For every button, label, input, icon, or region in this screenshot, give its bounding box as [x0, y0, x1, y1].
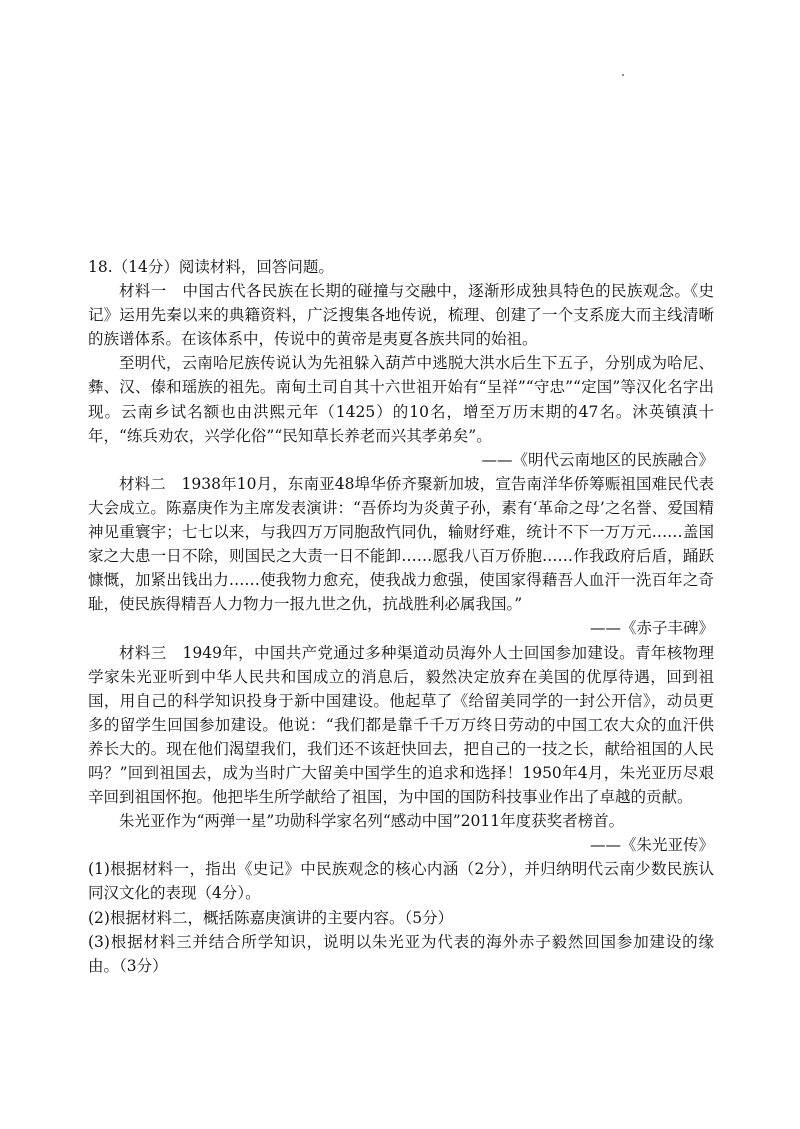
material-1-paragraph-1: 材料一 中国古代各民族在长期的碰撞与交融中，逐渐形成独具特色的民族观念。《史记》运用先秦以来的典籍资料，广泛搜集各地传说，梳理、创建了一个支系庞大而主线清晰的族谱体系。在该体系中，传说中的黄帝是夷夏各族共同的始祖。: [88, 282, 714, 349]
scan-dot: [622, 74, 624, 76]
subquestion-3: (3)根据材料三并结合所学知识，说明以朱光亚为代表的海外赤子毅然回国参加建设的缘由。（3分）: [88, 932, 714, 975]
material-3-paragraph-2: 朱光亚作为“两弹一星”功勋科学家名列“感动中国”2011年度获奖者榜首。: [119, 812, 625, 831]
subquestion-1: (1)根据材料一，指出《史记》中民族观念的核心内涵（2分），并归纳明代云南少数民族认同汉文化的表现（4分）。: [88, 860, 714, 903]
question-header: 18.（14分）阅读材料，回答问题。: [88, 258, 334, 276]
material-2-paragraph: 材料二 1938年10月，东南亚48埠华侨齐聚新加坡，宣告南洋华侨筹赈祖国难民代表大会成立。陈嘉庚作为主席发表演讲：“吾侨均为炎黄子孙，素有‘革命之母’之名誉、爱国精神见重寰宇；七七以来，与我四万万同胞敌忾同仇，输财纾难，统计不下一万万元……盖国家之大患一日不除，则国民之大责一日不能卸……愿我八百万侨胞……作我政府后盾，踊跃慷慨，加紧出钱出力……使我物力愈充，使我战力愈强，使国家得藉吾人血汗一洗百年之奇耻，使民族得精吾人力物力一报九世之仇，抗战胜利必属我国。”: [88, 474, 714, 614]
material-3-source: ——《朱光亚传》: [589, 836, 714, 855]
question-18: [88, 255, 714, 978]
subquestion-2: (2)根据材料二，概括陈嘉庚演讲的主要内容。（5分）: [88, 908, 454, 927]
material-3-paragraph-1: 材料三 1949年，中国共产党通过多种渠道动员海外人士回国参加建设。青年核物理学家朱光亚听到中华人民共和国成立的消息后，毅然决定放弃在美国的优厚待遇，回到祖国，用自己的科学知识投身于新中国建设。他起草了《给留美同学的一封公开信》，动员更多的留学生回国参加建设。他说：“我们都是靠千千万万终日劳动的中国工农大众的血汗供养长大的。现在他们渴望我们，我们还不该赶快回去，把自己的一技之长，献给祖国的人民吗？”回到祖国去，成为当时广大留美中国学生的追求和选择！1950年4月，朱光亚历尽艰辛回到祖国怀抱。他把毕生所学献给了祖国，为中国的国防科技事业作出了卓越的贡献。: [88, 643, 714, 807]
material-2-source: ——《赤子丰碑》: [589, 619, 714, 638]
material-1-source: ——《明代云南地区的民族融合》: [481, 450, 714, 469]
material-1-paragraph-2: 至明代，云南哈尼族传说认为先祖躲入葫芦中逃脱大洪水后生下五子，分别成为哈尼、彝、汉、傣和瑶族的祖先。南甸土司自其十六世祖开始有“呈祥”“守忠”“定国”等汉化名字出现。云南乡试名额也由洪熙元年（1425）的10名，增至万历末期的47名。沐英镇滇十年，“练兵劝农，兴学化俗”“民知草长养老而兴其孝弟矣”。: [88, 354, 714, 445]
